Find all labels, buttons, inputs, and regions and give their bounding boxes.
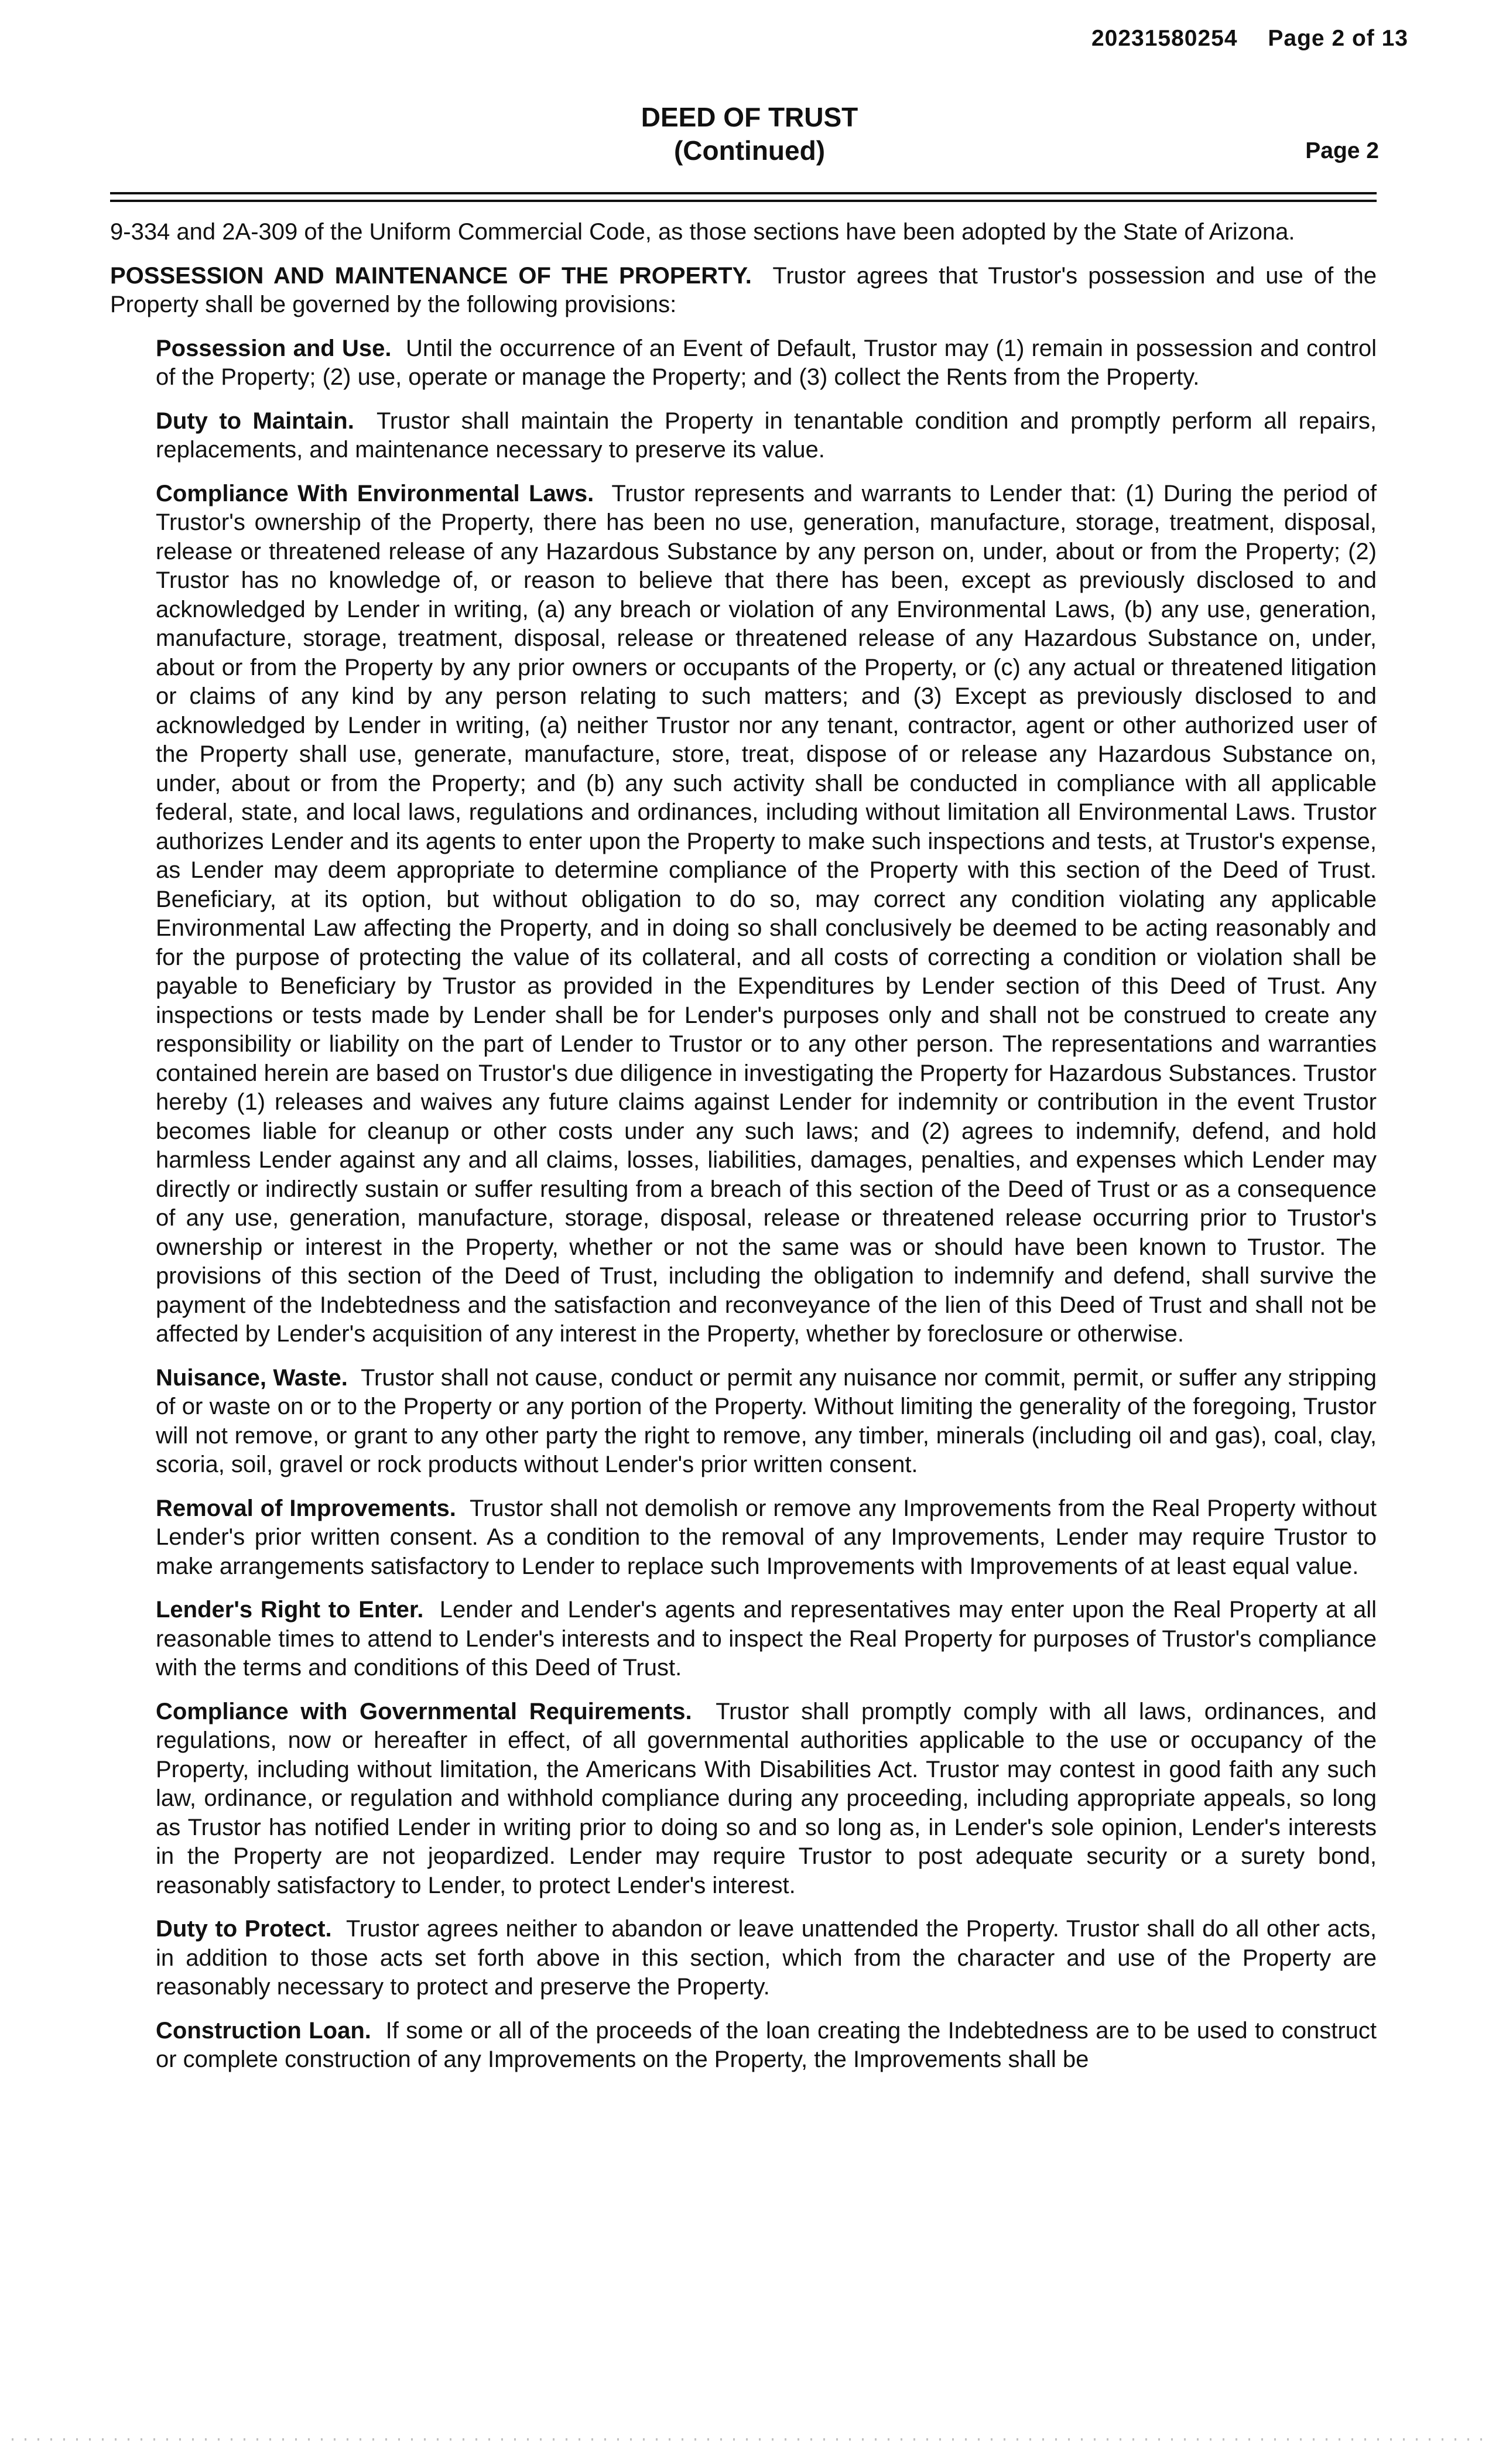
- section-text: Trustor represents and warrants to Lender that: (1) During the period of Trustor's ownership of the Property, there has been no use, generation, manufacture, storage, treatment, disposal, release or threatened release of any Hazardous Substance by any person on, under, about or from the Property; (2) Trustor has no knowledge of, or reason to believe that there has been, except as previously disclosed to and acknowledged by Lender in writing, (a) any breach or violation of any Environmental Laws, (b) any use, generation, manufacture, storage, treatment, disposal, release or threatened release of any Hazardous Substance on, under, about or from the Property by any prior owners or occupants of the Property, or (c) any actual or threatened litigation or claims of any kind by any person relating to such matters; and (3) Except as previously disclosed to and acknowledged by Lender in writing, (a) neither Trustor nor any tenant, contractor, agent or other authorized user of the Property shall use, generate, manufacture, store, treat, dispose of or release any Hazardous Substance on, under, about or from the Property; and (b) any such activity shall be conducted in compliance with all applicable federal, state, and local laws, regulations and ordinances, including without limitation all Environmental Laws. Trustor authorizes Lender and its agents to enter upon the Property to make such inspections and tests, at Trustor's expense, as Lender may deem appropriate to determine compliance of the Property with this section of the Deed of Trust. Beneficiary, at its option, but without obligation to do so, may correct any condition violating any applicable Environmental Law affecting the Property, and in doing so shall conclusively be deemed to be acting reasonably and for the purpose of protecting the value of its collateral, and all costs of correcting a condition or violation shall be payable to Beneficiary by Trustor as provided in the Expenditures by Lender section of this Deed of Trust. Any inspections or tests made by Lender shall be for Lender's purposes only and shall not be construed to create any responsibility or liability on the part of Lender to Trustor or to any other person. The representations and warranties contained herein are based on Trustor's due diligence in investigating the Property for Hazardous Substances. Trustor hereby (1) releases and waives any future claims against Lender for indemnity or contribution in the event Trustor becomes liable for cleanup or other costs under any such laws; and (2) agrees to indemnify, defend, and hold harmless Lender against any and all claims, losses, liabilities, damages, penalties, and expenses which Lender may directly or indirectly sustain or suffer resulting from a breach of this section of the Deed of Trust or as a consequence of any use, generation, manufacture, storage, disposal, release or threatened release occurring prior to Trustor's ownership or interest in the Property, whether or not the same was or should have been known to Trustor. The provisions of this section of the Deed of Trust, including the obligation to indemnify and defend, shall survive the payment of the Indebtedness and the satisfaction and reconveyance of the lien of this Deed of Trust and shall not be affected by Lender's acquisition of any interest in the Property, whether by foreclosure or otherwise.: [156, 480, 1377, 1347]
- document-title: DEED OF TRUST: [641, 102, 858, 132]
- section-possession-and-use: [156, 334, 1377, 392]
- possession-paragraph: [110, 262, 1377, 320]
- section-heading: POSSESSION AND MAINTENANCE OF THE PROPERTY.: [110, 262, 752, 289]
- recording-header: [1091, 26, 1408, 52]
- page-count: Page 2 of 13: [1268, 26, 1408, 51]
- section-duty-to-protect: [156, 1915, 1377, 2002]
- section-text: If some or all of the proceeds of the loan creating the Indebtedness are to be used to construct or complete construction of any Improvements on the Property, the Improvements shall be: [156, 2017, 1377, 2072]
- section-text: Trustor shall not demolish or remove any Improvements from the Real Property without Lender's prior written consent. As a condition to the removal of any Improvements, Lender may require Trustor to make arrangements satisfactory to Lender to replace such Improvements with Improvements of at least equal value.: [156, 1495, 1377, 1579]
- section-heading: Construction Loan.: [156, 2017, 371, 2044]
- scan-artifact: [12, 2438, 1487, 2441]
- section-text: Until the occurrence of an Event of Default, Trustor may (1) remain in possession and control of the Property; (2) use, operate or manage the Property; and (3) collect the Rents from the Property.: [156, 335, 1377, 390]
- section-governmental-requirements: [156, 1698, 1377, 1901]
- section-construction-loan: [156, 2017, 1377, 2075]
- section-heading: Duty to Maintain.: [156, 408, 354, 434]
- document-body: [110, 218, 1377, 2089]
- page-label: Page 2: [1305, 138, 1379, 163]
- section-heading: Possession and Use.: [156, 335, 392, 361]
- section-text: Lender and Lender's agents and representatives may enter upon the Real Property at all reasonable times to attend to Lender's interests and to inspect the Real Property for purposes of Trustor's compliance with the terms and conditions of this Deed of Trust.: [156, 1597, 1377, 1681]
- section-text: Trustor agrees that Trustor's possession and use of the Property shall be governed by the following provisions:: [110, 262, 1377, 317]
- section-environmental-laws: [156, 480, 1377, 1349]
- section-heading: Removal of Improvements.: [156, 1495, 456, 1521]
- document-subtitle: (Continued): [673, 135, 826, 166]
- recording-number: 20231580254: [1091, 26, 1238, 51]
- section-heading: Compliance With Environmental Laws.: [156, 480, 594, 507]
- section-text: Trustor shall maintain the Property in tenantable condition and promptly perform all repairs, replacements, and maintenance necessary to preserve its value.: [156, 408, 1377, 463]
- section-heading: Nuisance, Waste.: [156, 1364, 348, 1391]
- header-rule-bottom: [110, 200, 1377, 202]
- section-lenders-right-to-enter: [156, 1596, 1377, 1683]
- section-heading: Compliance with Governmental Requirements.: [156, 1698, 692, 1724]
- section-heading: Duty to Protect.: [156, 1916, 332, 1942]
- document-title-block: [0, 101, 1499, 167]
- intro-paragraph: 9-334 and 2A-309 of the Uniform Commercial Code, as those sections have been adopted by the State of Arizona.: [110, 219, 1295, 245]
- section-nuisance-waste: [156, 1364, 1377, 1480]
- section-text: Trustor agrees neither to abandon or leave unattended the Property. Trustor shall do all other acts, in addition to those acts set forth above in this section, which from the character and use of the Property are reasonably necessary to protect and preserve the Property.: [156, 1916, 1377, 2000]
- section-text: Trustor shall not cause, conduct or permit any nuisance nor commit, permit, or suffer any stripping of or waste on or to the Property or any portion of the Property. Without limiting the generality of the foregoing, Trustor will not remove, or grant to any other party the right to remove, any timber, minerals (including oil and gas), coal, clay, scoria, soil, gravel or rock products without Lender's prior written consent.: [156, 1364, 1377, 1477]
- section-duty-to-maintain: [156, 407, 1377, 465]
- section-text: Trustor shall promptly comply with all laws, ordinances, and regulations, now or hereafter in effect, of all governmental authorities applicable to the use or occupancy of the Property, including without limitation, the Americans With Disabilities Act. Trustor may contest in good faith any such law, ordinance, or regulation and withhold compliance during any proceeding, including appropriate appeals, so long as Trustor has notified Lender in writing prior to doing so and so long as, in Lender's sole opinion, Lender's interests in the Property are not jeopardized. Lender may require Trustor to post adequate security or a surety bond, reasonably satisfactory to Lender, to protect Lender's interest.: [156, 1698, 1377, 1898]
- section-removal-of-improvements: [156, 1494, 1377, 1582]
- section-heading: Lender's Right to Enter.: [156, 1597, 424, 1623]
- header-rule-top: [110, 192, 1377, 194]
